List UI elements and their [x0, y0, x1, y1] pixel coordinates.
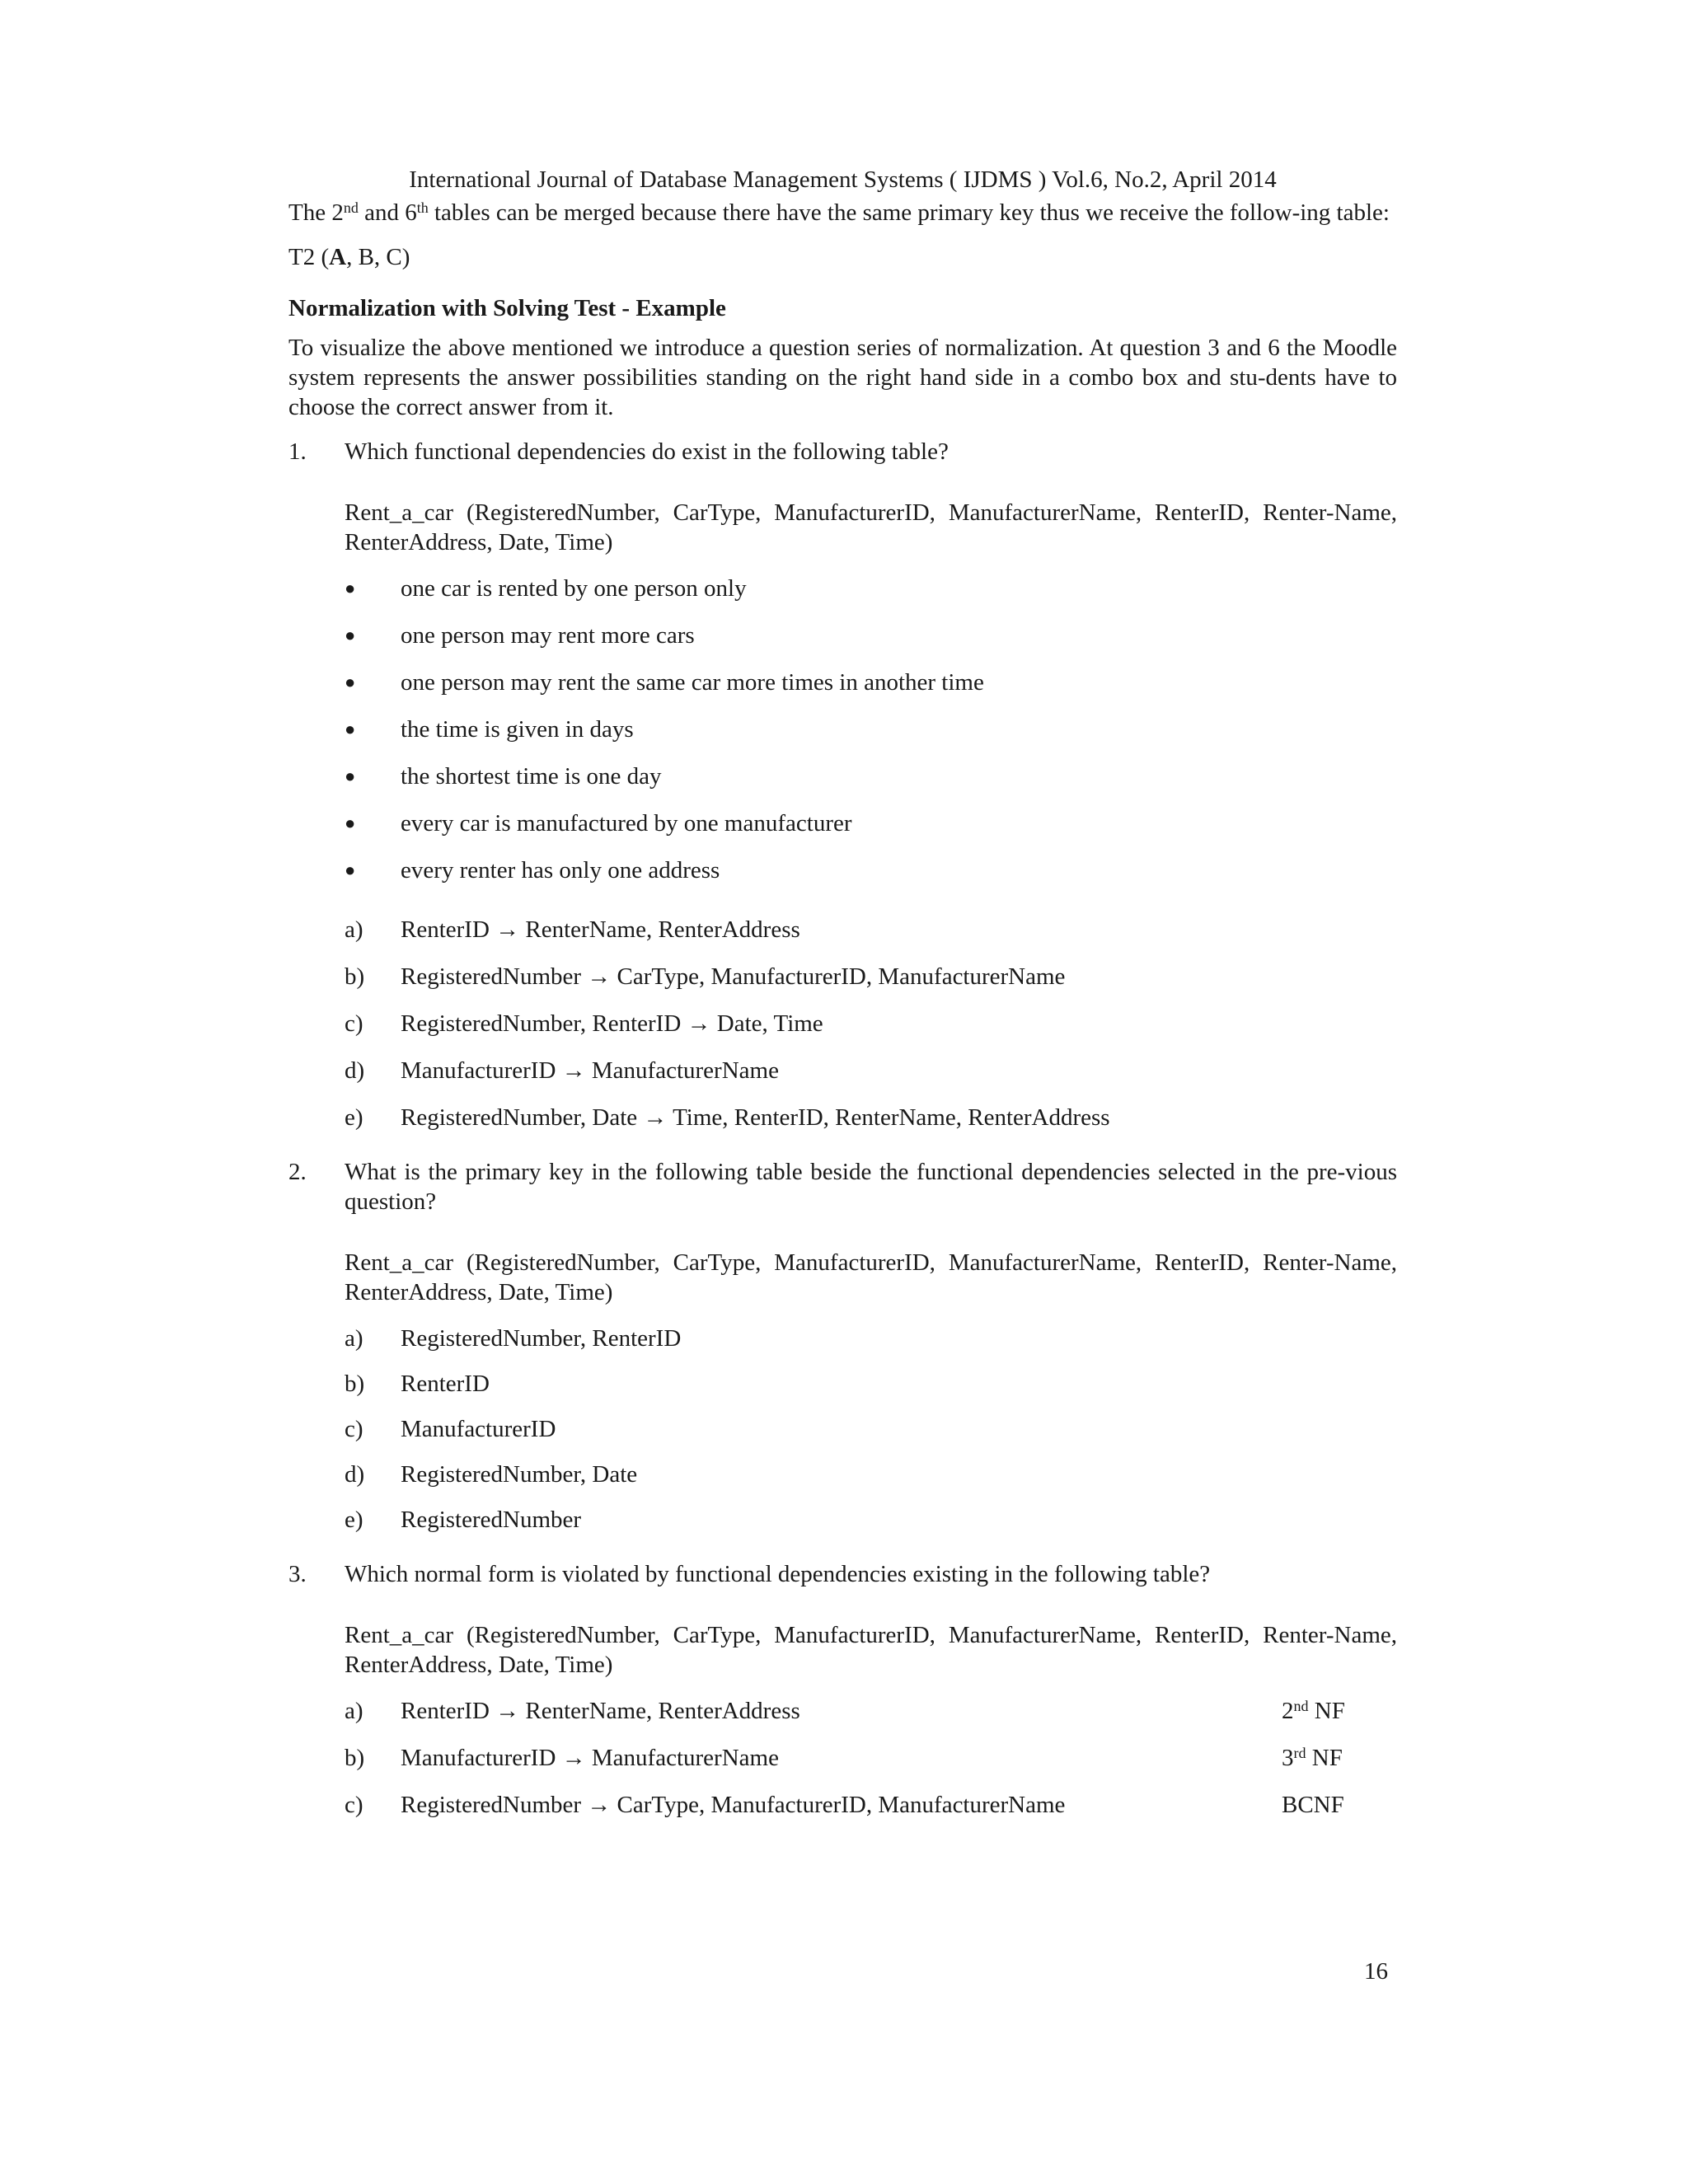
answer-option: b) RenterID: [345, 1371, 490, 1397]
section-paragraph: To visualize the above mentioned we introduce a question series of normalization. At question 3 and 6 the Moodle system represents the answer possibilities standing on the right hand side in a combo box and stu-dents have to choose the correct answer from it.: [288, 335, 1397, 420]
answer-options: [345, 1696, 1397, 1820]
bullet-icon: ●: [345, 578, 356, 598]
question-2: [288, 1157, 1397, 1216]
answer-option: e) RegisteredNumber, Date → Time, RenterID, RenterName, RenterAddress: [345, 1104, 1110, 1131]
running-header: International Journal of Database Management Systems ( IJDMS ) Vol.6, No.2, April 2014: [409, 166, 1277, 193]
bullet-icon: ●: [345, 625, 356, 645]
answer-option: b) ManufacturerID → ManufacturerName 3rd NF: [345, 1743, 1397, 1773]
section-heading: Normalization with Solving Test - Example: [288, 295, 726, 321]
normal-form-choice: 3rd NF: [1282, 1745, 1343, 1771]
list-item: ● every renter has only one address: [345, 857, 720, 883]
answer-option: c) ManufacturerID: [345, 1416, 556, 1442]
paper-page: [288, 165, 1397, 1844]
answer-option: b) RegisteredNumber → CarType, ManufacturerID, ManufacturerName: [345, 963, 1066, 990]
question-number: 3.: [288, 1561, 307, 1587]
answer-option: d) RegisteredNumber, Date: [345, 1461, 638, 1488]
question-text: Which normal form is violated by functional dependencies existing in the following table?: [345, 1561, 1211, 1587]
list-item: ● every car is manufactured by one manufacturer: [345, 810, 852, 837]
bullet-icon: ●: [345, 813, 356, 833]
answer-option: a) RenterID → RenterName, RenterAddress 2nd NF: [345, 1696, 1397, 1726]
page-number: 16: [1364, 1958, 1388, 1985]
bullet-icon: ●: [345, 860, 356, 880]
bullet-icon: ●: [345, 766, 356, 786]
bullet-icon: ●: [345, 672, 356, 692]
normal-form-choice: BCNF: [1282, 1792, 1344, 1818]
answer-option: a) RegisteredNumber, RenterID: [345, 1325, 682, 1352]
question-text: Which functional dependencies do exist in the following table?: [345, 438, 949, 465]
list-item: ● one car is rented by one person only: [345, 575, 747, 602]
relation-schema: Rent_a_car (RegisteredNumber, CarType, ManufacturerID, ManufacturerName, RenterID, Renter-Name, RenterAddress, Date, Time): [345, 499, 1397, 555]
list-item: ● the shortest time is one day: [345, 763, 662, 790]
question-text: What is the primary key in the following table beside the functional dependencies selected in the pre-vious question?: [345, 1159, 1397, 1215]
question-1: [288, 437, 1397, 466]
question-3: [288, 1559, 1397, 1589]
answer-option: e) RegisteredNumber: [345, 1507, 582, 1533]
question-number: 1.: [288, 438, 307, 465]
answer-option: c) RegisteredNumber → CarType, ManufacturerID, ManufacturerName BCNF: [345, 1790, 1397, 1820]
answer-option: c) RegisteredNumber, RenterID → Date, Time: [345, 1010, 823, 1037]
question-number: 2.: [288, 1159, 307, 1185]
bullet-icon: ●: [345, 719, 356, 739]
answer-option: a) RenterID → RenterName, RenterAddress: [345, 916, 800, 943]
normal-form-choice: 2nd NF: [1282, 1698, 1345, 1724]
relation-schema: Rent_a_car (RegisteredNumber, CarType, ManufacturerID, ManufacturerName, RenterID, Renter-Name, RenterAddress, Date, Time): [345, 1249, 1397, 1305]
answer-options: [345, 915, 1397, 1132]
answer-options: [345, 1324, 1397, 1535]
relation-schema: Rent_a_car (RegisteredNumber, CarType, ManufacturerID, ManufacturerName, RenterID, Renter-Name, RenterAddress, Date, Time): [345, 1622, 1397, 1678]
table-t2: T2 (A, B, C): [288, 244, 410, 270]
intro-paragraph: The 2nd and 6th tables can be merged because there have the same primary key thus we receive the follow-ing table:: [288, 199, 1390, 226]
answer-option: d) ManufacturerID → ManufacturerName: [345, 1057, 779, 1084]
list-item: ● one person may rent more cars: [345, 622, 695, 649]
constraint-list: [345, 574, 1397, 885]
list-item: ● one person may rent the same car more times in another time: [345, 669, 984, 696]
list-item: ● the time is given in days: [345, 716, 634, 743]
